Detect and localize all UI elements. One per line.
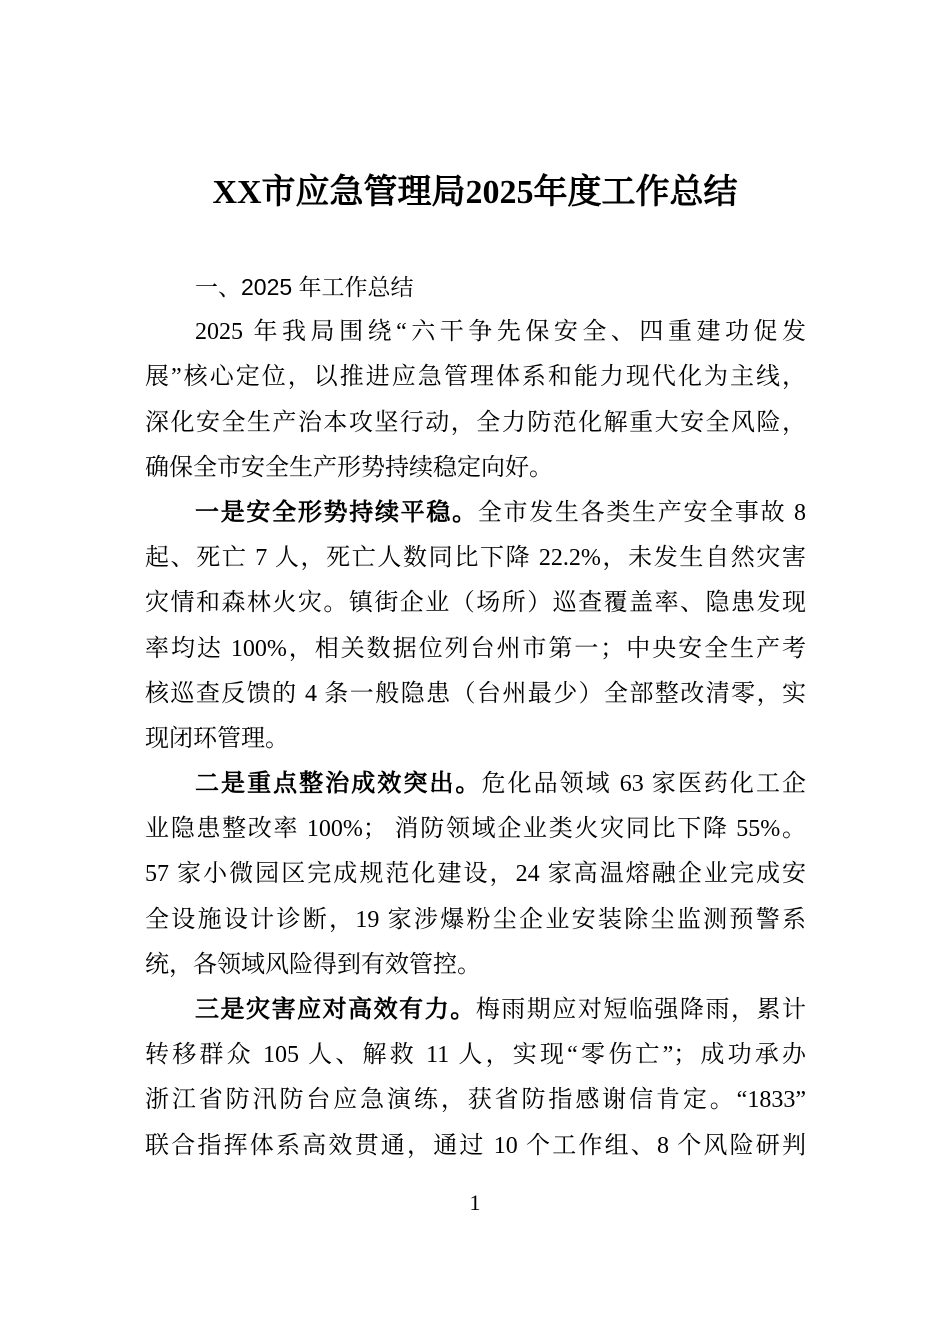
text-line: 业隐患整改率 100%； 消防领域企业类火灾同比下降 55%。 <box>145 816 806 843</box>
text-line: 转移群众 105 人、解救 11 人，实现“零伤亡”；成功承办 <box>145 1042 806 1069</box>
document-body <box>145 265 806 1169</box>
text-line: 深化安全生产治本攻坚行动，全力防范化解重大安全风险， <box>145 409 806 436</box>
text-run: 危化品领域 63 家医药化工企 <box>481 771 807 798</box>
text-run: 全市发生各类生产安全事故 8 <box>477 499 807 526</box>
text-line <box>145 988 806 1033</box>
paragraph-lead: 二是重点整治成效突出。 <box>195 771 482 798</box>
text-line: 57 家小微园区完成规范化建设，24 家高温熔融企业完成安 <box>145 861 806 888</box>
paragraph-intro <box>145 310 806 491</box>
text-line: 起、死亡 7 人，死亡人数同比下降 22.2%，未发生自然灾害 <box>145 545 806 572</box>
section-heading: 一、2025 年工作总结 <box>195 274 414 300</box>
text-line: 2025 年我局围绕“六干争先保安全、四重建功促发 <box>195 319 806 346</box>
text-line: 浙江省防汛防台应急演练，获省防指感谢信肯定。“1833” <box>145 1087 806 1114</box>
text-line: 确保全市安全生产形势持续稳定向好。 <box>145 454 553 481</box>
text-line: 全设施设计诊断，19 家涉爆粉尘企业安装除尘监测预警系 <box>145 906 806 933</box>
paragraph-lead: 三是灾害应对高效有力。 <box>195 997 476 1023</box>
text-line: 联合指挥体系高效贯通，通过 10 个工作组、8 个风险研判 <box>145 1132 806 1159</box>
page-number: 1 <box>469 1190 481 1215</box>
text-line: 展”核心定位，以推进应急管理体系和能力现代化为主线， <box>145 364 806 391</box>
document-title: XX市应急管理局2025年度工作总结 <box>212 174 738 211</box>
paragraph-rectification <box>145 762 806 988</box>
text-line: 核巡查反馈的 4 条一般隐患（台州最少）全部整改清零，实 <box>145 680 806 707</box>
text-line: 灾情和森林火灾。镇街企业（场所）巡查覆盖率、隐患发现 <box>145 590 806 617</box>
paragraph-safety <box>145 491 806 762</box>
text-line: 率均达 100%，相关数据位列台州市第一；中央安全生产考 <box>145 635 806 662</box>
text-run: 梅雨期应对短临强降雨，累计 <box>475 997 807 1023</box>
paragraph-disaster-response <box>145 988 806 1169</box>
paragraph-lead: 一是安全形势持续平稳。 <box>195 499 478 526</box>
text-line <box>145 491 806 536</box>
text-line: 现闭环管理。 <box>145 725 289 752</box>
text-line <box>145 762 806 807</box>
text-line: 统，各领域风险得到有效管控。 <box>145 951 481 978</box>
